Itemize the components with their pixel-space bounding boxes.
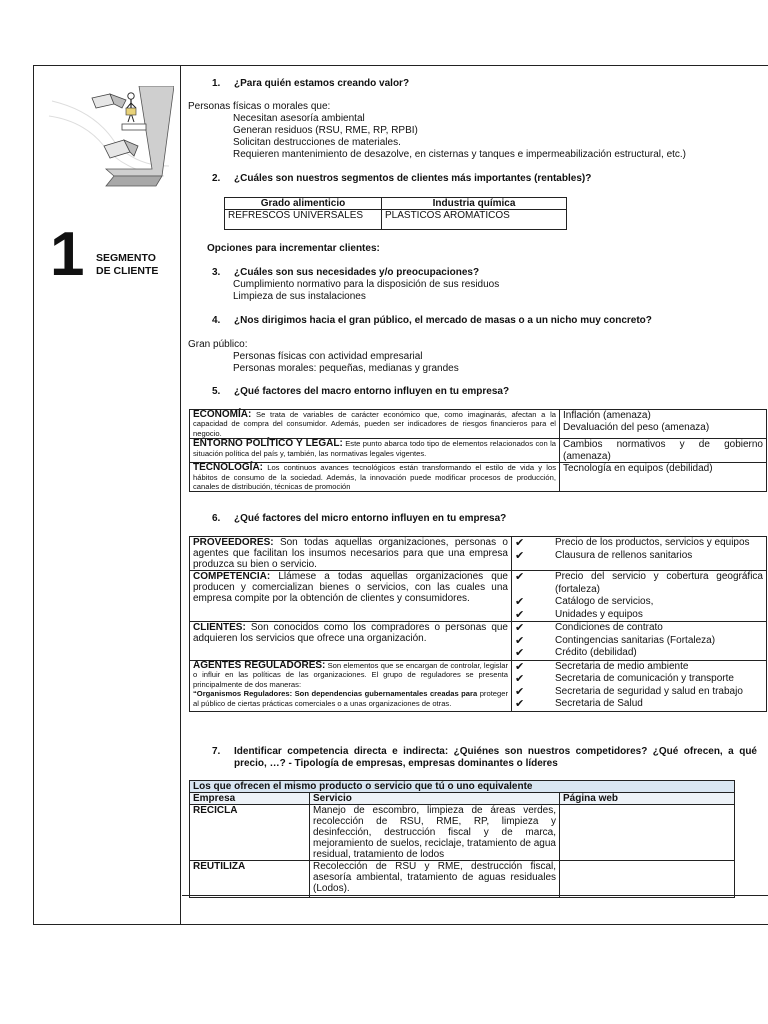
list-item: Personas morales: pequeñas, medianas y grandes xyxy=(233,363,459,374)
macro-factor-cell xyxy=(190,439,560,463)
table-row xyxy=(190,622,767,661)
check-icon: ✔ xyxy=(515,698,525,710)
question-2-text: ¿Cuáles son nuestros segmentos de clientes más importantes (rentables)? xyxy=(234,173,592,184)
micro-impact-cell xyxy=(512,622,767,661)
question-1-number: 1. xyxy=(212,78,221,89)
impact-item: Tecnología en equipos (debilidad) xyxy=(563,463,713,475)
check-icon: ✔ xyxy=(515,660,525,673)
micro-factor-heading: PROVEEDORES: xyxy=(193,537,274,548)
question-3-text: ¿Cuáles son sus necesidades y/o preocupaciones? xyxy=(234,267,480,278)
list-item: Requieren mantenimiento de desazolve, en cisternas y tanques e impermeabilización estructural, etc.) xyxy=(233,149,687,160)
section-label-line1: SEGMENTO xyxy=(96,252,156,264)
question-3-number: 3. xyxy=(212,267,221,278)
competitors-table xyxy=(189,780,735,898)
macro-factor-cell xyxy=(190,463,560,492)
check-icon: ✔ xyxy=(515,634,525,647)
segments-cell: PLASTICOS AROMATICOS xyxy=(382,210,567,230)
checklist-item: ✔ Precio de los productos, servicios y equipos xyxy=(515,537,750,549)
question-7-number: 7. xyxy=(212,746,221,757)
segments-header: Grado alimenticio xyxy=(225,198,382,210)
segments-header: Industria química xyxy=(382,198,567,210)
impact-item: Inflación (amenaza) xyxy=(563,410,651,421)
checklist-item: ✔ Secretaria de Salud xyxy=(515,698,643,710)
question-6-text: ¿Qué factores del micro entorno influyen en tu empresa? xyxy=(234,513,507,524)
competitor-website xyxy=(560,861,735,898)
question-3 xyxy=(212,267,479,278)
micro-impact-cell xyxy=(512,571,767,622)
list-item: Personas físicas con actividad empresarial xyxy=(233,351,423,362)
macro-factor-heading: ENTORNO POLÍTICO Y LEGAL: xyxy=(193,438,343,450)
micro-factor-cell xyxy=(190,537,512,571)
checklist-item: ✔ Contingencias sanitarias (Fortaleza) xyxy=(515,634,716,647)
question-4-text: ¿Nos dirigimos hacia el gran público, el mercado de masas o a un nicho muy concreto? xyxy=(234,315,652,326)
check-icon: ✔ xyxy=(515,608,525,621)
bottom-rule xyxy=(182,895,768,896)
check-icon: ✔ xyxy=(515,571,525,583)
section-label-line2: DE CLIENTE xyxy=(96,265,159,277)
checklist-item: ✔ Precio del servicio y cobertura geográfica (fortaleza) xyxy=(515,571,763,595)
checklist-item: ✔ Secretaria de comunicación y transporte xyxy=(515,673,734,685)
macro-factor-description: Se trata de variables de carácter económico que, como imaginarás, afectan a la capacidad de compra del consumidor. Además, pueden ser indicadores de riesgos financieros para el negocio. xyxy=(193,410,556,438)
question-3-answer xyxy=(233,279,499,303)
table-row xyxy=(190,463,767,492)
section-number: 1 xyxy=(50,220,85,289)
table-row xyxy=(190,571,767,622)
document-frame xyxy=(33,65,768,925)
check-icon: ✔ xyxy=(515,537,525,549)
question-5-text: ¿Qué factores del macro entorno influyen en tu empresa? xyxy=(234,386,510,397)
micro-factor-heading: CLIENTES: xyxy=(193,622,246,633)
competitor-service: Recolección de RSU y RME, destrucción fiscal, asesoría ambiental, tratamiento de aguas residuales (Lodos). xyxy=(310,861,560,898)
micro-factor-subdescription: proteger al público de ciertas prácticas comerciales o a unas organizaciones de otras. xyxy=(193,689,508,708)
question-5-number: 5. xyxy=(212,386,221,397)
question-2 xyxy=(212,173,591,184)
question-7-text: Identificar competencia directa e indirecta: ¿Quiénes son nuestros competidores? ¿Qué ofrecen, a qué precio, …? - Tipología de empresas, empresas dominantes o líderes xyxy=(234,746,757,769)
sidebar-column xyxy=(34,66,181,924)
checklist-item: ✔ Unidades y equipos xyxy=(515,608,643,621)
micro-factor-heading: AGENTES REGULADORES: xyxy=(193,659,326,671)
business-model-illustration xyxy=(44,86,174,191)
check-icon: ✔ xyxy=(515,549,525,562)
competitor-service: Manejo de escombro, limpieza de áreas verdes, recolección de RSU, RME, RP, limpieza y desinfección, destrucción fiscal y de marca, mejoramiento de suelos, reciclaje, tratamiento de agua residual, tratamiento de lodos xyxy=(310,805,560,861)
segments-table xyxy=(224,197,567,230)
question-1-answer xyxy=(188,101,768,161)
table-row xyxy=(190,660,767,711)
question-1-text: ¿Para quién estamos creando valor? xyxy=(234,78,410,89)
micro-factor-subheading: “Organismos Reguladores: Son dependencias gubernamentales creadas para xyxy=(193,689,478,699)
column-header-pagina-web: Página web xyxy=(560,793,735,805)
macro-factor-heading: TECNOLOGÍA: xyxy=(193,462,263,474)
checklist-item: ✔ Catálogo de servicios, xyxy=(515,596,654,608)
list-item: Necesitan asesoría ambiental xyxy=(233,113,365,124)
question-7 xyxy=(212,746,757,770)
checklist-item: ✔ Clausura de rellenos sanitarios xyxy=(515,549,693,562)
micro-factor-description: Son todas aquellas organizaciones, personas o agentes que facilitan los insumos necesarios para que una empresa produzca su bien o servicio. xyxy=(193,537,508,570)
micro-impact-cell xyxy=(512,660,767,711)
micro-factor-description: Son conocidos como los compradores o personas que adquieren los servicios que ofrece una organización. xyxy=(193,622,508,644)
macro-factor-heading: ECONOMÍA: xyxy=(193,409,252,420)
checklist-item: ✔ Crédito (debilidad) xyxy=(515,647,637,659)
check-icon: ✔ xyxy=(515,673,525,685)
impact-item: Devaluación del peso (amenaza) xyxy=(563,421,710,433)
question-1-intro: Personas físicas o morales que: xyxy=(188,101,331,112)
question-4-intro: Gran público: xyxy=(188,339,248,350)
micro-factor-heading: COMPETENCIA: xyxy=(193,571,271,582)
micro-factor-cell xyxy=(190,571,512,622)
macro-factor-description: Este punto abarca todo tipo de elementos relacionados con la situación política del país y, también, las normativas legales vigentes. xyxy=(193,439,556,458)
question-2-number: 2. xyxy=(212,173,221,184)
question-4 xyxy=(212,315,652,326)
macro-environment-table xyxy=(189,409,767,492)
competitors-table-title: Los que ofrecen el mismo producto o servicio que tú o uno equivalente xyxy=(190,781,735,793)
macro-factor-cell xyxy=(190,410,560,439)
question-5 xyxy=(212,386,509,397)
segments-cell: REFRESCOS UNIVERSALES xyxy=(225,210,382,230)
table-row xyxy=(190,861,735,898)
list-item: Cumplimiento normativo para la disposición de sus residuos xyxy=(233,279,500,290)
question-1 xyxy=(212,78,409,89)
check-icon: ✔ xyxy=(515,622,525,634)
competitor-name: REUTILIZA xyxy=(190,861,310,898)
table-row xyxy=(190,805,735,861)
table-row xyxy=(190,439,767,463)
checklist-item: ✔ Secretaria de seguridad y salud en trabajo xyxy=(515,685,743,698)
macro-impact-cell xyxy=(560,463,767,492)
list-item: Limpieza de sus instalaciones xyxy=(233,291,366,302)
question-4-number: 4. xyxy=(212,315,221,326)
check-icon: ✔ xyxy=(515,685,525,698)
macro-factor-description: Los continuos avances tecnológicos están transformando el estilo de vida y los hábitos de consumo de la sociedad. Además, la innovación puede modificar procesos de producción, canales de distribución, técnicas de promoción xyxy=(193,463,556,492)
column-header-servicio: Servicio xyxy=(310,793,560,805)
macro-impact-cell xyxy=(560,439,767,463)
micro-factor-description: Son elementos que se encargan de controlar, legislar o influir en las políticas de las organizaciones. El grupo de reguladores se presenta principalmente de dos maneras: xyxy=(193,660,508,689)
check-icon: ✔ xyxy=(515,647,525,659)
macro-impact-cell xyxy=(560,410,767,439)
micro-environment-table xyxy=(189,536,767,712)
competitor-name: RECICLA xyxy=(190,805,310,861)
micro-factor-cell xyxy=(190,660,512,711)
question-6-number: 6. xyxy=(212,513,221,524)
checklist-item: ✔ Condiciones de contrato xyxy=(515,622,663,634)
column-header-empresa: Empresa xyxy=(190,793,310,805)
table-row xyxy=(190,410,767,439)
main-column xyxy=(182,66,768,924)
competitor-website xyxy=(560,805,735,861)
options-title: Opciones para incrementar clientes: xyxy=(207,243,380,254)
table-row xyxy=(190,537,767,571)
question-6 xyxy=(212,513,506,524)
question-4-answer xyxy=(188,339,459,375)
check-icon: ✔ xyxy=(515,596,525,608)
checklist-item: ✔ Secretaria de medio ambiente xyxy=(515,660,689,673)
micro-factor-cell xyxy=(190,622,512,661)
section-label xyxy=(96,252,158,278)
list-item: Solicitan destrucciones de materiales. xyxy=(233,137,401,148)
impact-item: Cambios normativos y de gobierno (amenaza) xyxy=(563,439,763,462)
micro-factor-description: Llámese a todas aquellas organizaciones que producen y comercializan bienes o servicios, con las cuales una empresa compite por la obtención de clientes y consumidores. xyxy=(193,571,508,604)
list-item: Generan residuos (RSU, RME, RP, RPBI) xyxy=(233,125,418,136)
micro-impact-cell xyxy=(512,537,767,571)
